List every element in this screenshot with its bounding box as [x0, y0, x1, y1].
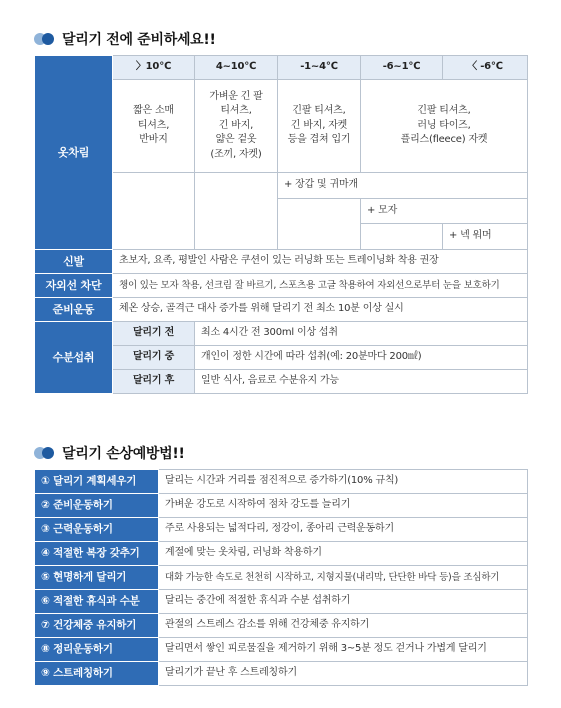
temp-col-5: 〈 -6℃	[443, 56, 528, 80]
tip-label: ⑥ 적절한 휴식과 수분	[35, 590, 159, 614]
hydration-header: 수분섭취	[35, 322, 113, 394]
bullet-dots-icon	[34, 32, 58, 46]
injury-prevention-table	[34, 469, 528, 686]
tip-text: 관절의 스트레스 감소를 위해 건강체중 유지하기	[159, 614, 528, 638]
extra-hat: + 모자	[361, 199, 528, 224]
shoes-text: 초보자, 요족, 평발인 사람은 쿠션이 있는 러닝화 또는 트레이닝화 착용 권장	[113, 250, 528, 274]
tip-label: ① 달리기 계획세우기	[35, 470, 159, 494]
clothing-header: 옷차림	[35, 56, 113, 250]
empty-cell	[278, 199, 361, 250]
section1-title: 달리기 전에 준비하세요!!	[62, 32, 216, 48]
tip-text: 가벼운 강도로 시작하여 점차 강도를 늘리기	[159, 494, 528, 518]
tip-text: 달리면서 쌓인 피로물질을 제거하기 위해 3~5분 정도 걷거나 가볍게 달리기	[159, 638, 528, 662]
extra-neck-warmer: + 넥 워머	[443, 224, 528, 250]
hydration-before-text: 최소 4시간 전 300ml 이상 섭취	[195, 322, 528, 346]
uv-text: 챙이 있는 모자 착용, 선크림 잘 바르기, 스포츠용 고글 착용하여 자외선으로부터 눈을 보호하기	[113, 274, 528, 298]
section1-heading	[34, 29, 216, 49]
hydration-after-text: 일반 식사, 음료로 수분유지 가능	[195, 370, 528, 394]
hydration-during-label: 달리기 중	[113, 346, 195, 370]
temp-col-2: 4~10℃	[195, 56, 278, 80]
hydration-after-label: 달리기 후	[113, 370, 195, 394]
empty-cell	[195, 173, 278, 250]
empty-cell	[361, 224, 443, 250]
tip-text: 달리는 중간에 적절한 휴식과 수분 섭취하기	[159, 590, 528, 614]
tip-label: ⑦ 건강체중 유지하기	[35, 614, 159, 638]
uv-header: 자외선 차단	[35, 274, 113, 298]
clothing-below-1: 긴팔 티셔츠, 러닝 타이즈, 플리스(fleece) 자켓	[361, 80, 528, 173]
tip-text: 달리기가 끝난 후 스트레칭하기	[159, 662, 528, 686]
section2-heading	[34, 443, 185, 463]
hydration-during-text: 개인이 정한 시간에 따라 섭취(예: 20분마다 200㎖)	[195, 346, 528, 370]
tip-label: ③ 근력운동하기	[35, 518, 159, 542]
temp-col-3: -1~4℃	[278, 56, 361, 80]
tip-text: 대화 가능한 속도로 천천히 시작하고, 지형지물(내리막, 단단한 바닥 등)을 조심하기	[159, 566, 528, 590]
warmup-header: 준비운동	[35, 298, 113, 322]
extra-gloves: + 장갑 및 귀마개	[278, 173, 528, 199]
tip-label: ② 준비운동하기	[35, 494, 159, 518]
clothing-minus1-4: 긴팔 티셔츠, 긴 바지, 자켓 등을 겹쳐 입기	[278, 80, 361, 173]
tip-label: ⑤ 현명하게 달리기	[35, 566, 159, 590]
tip-text: 계절에 맞는 옷차림, 러닝화 착용하기	[159, 542, 528, 566]
hydration-before-label: 달리기 전	[113, 322, 195, 346]
warmup-text: 체온 상승, 골격근 대사 증가를 위해 달리기 전 최소 10분 이상 실시	[113, 298, 528, 322]
tip-label: ④ 적절한 복장 갖추기	[35, 542, 159, 566]
temp-col-1: 〉10℃	[113, 56, 195, 80]
clothing-4-10: 가벼운 긴 팔 티셔츠, 긴 바지, 얇은 겉옷 (조끼, 자켓)	[195, 80, 278, 173]
tip-label: ⑧ 정리운동하기	[35, 638, 159, 662]
tip-text: 달리는 시간과 거리를 점진적으로 증가하기(10% 규칙)	[159, 470, 528, 494]
preparation-table	[34, 55, 528, 394]
empty-cell	[113, 173, 195, 250]
tip-text: 주로 사용되는 넓적다리, 정강이, 종아리 근력운동하기	[159, 518, 528, 542]
temp-col-4: -6~1℃	[361, 56, 443, 80]
bullet-dots-icon	[34, 446, 58, 460]
clothing-above-10: 짧은 소매 티셔츠, 반바지	[113, 80, 195, 173]
tip-label: ⑨ 스트레칭하기	[35, 662, 159, 686]
shoes-header: 신발	[35, 250, 113, 274]
section2-title: 달리기 손상예방법!!	[62, 446, 185, 462]
